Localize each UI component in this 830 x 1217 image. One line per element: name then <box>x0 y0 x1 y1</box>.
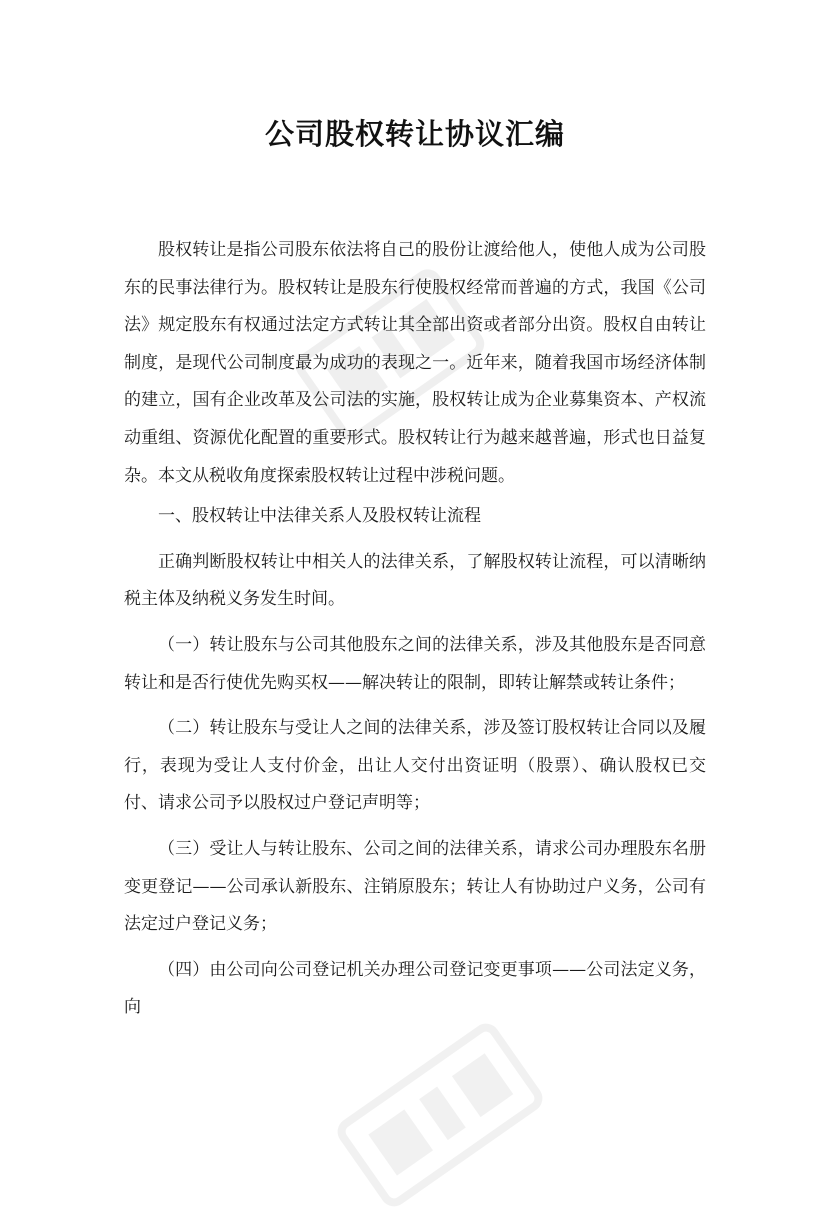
paragraph-item-3: （三）受让人与转让股东、公司之间的法律关系，请求公司办理股东名册变更登记——公司承认新股东、注销原股东；转让人有协助过户义务，公司有法定过户登记义务； <box>124 838 706 935</box>
document-title: 公司股权转让协议汇编 <box>264 117 565 151</box>
watermark-logo-bottom <box>327 1013 554 1217</box>
document-body <box>124 232 706 1035</box>
section-heading-1: 一、股权转让中法律关系人及股权转让流程 <box>158 506 481 527</box>
paragraph-intro: 股权转让是指公司股东依法将自己的股份让渡给他人，使他人成为公司股东的民事法律行为。股权转让是股东行使股权经常而普遍的方式，我国《公司法》规定股东有权通过法定方式转让其全部出资或者部分出资。股权自由转让制度，是现代公司制度最为成功的表现之一。近年来，随着我国市场经济体制的建立，国有企业改革及公司法的实施，股权转让成为企业募集资本、产权流动重组、资源优化配置的重要形式。股权转让行为越来越普遍，形式也日益复杂。本文从税收角度探索股权转让过程中涉税问题。 <box>124 240 706 486</box>
paragraph-item-4: （四）由公司向公司登记机关办理公司登记变更事项——公司法定义务，向 <box>124 959 706 1018</box>
paragraph-item-1: （一）转让股东与公司其他股东之间的法律关系，涉及其他股东是否同意转让和是否行使优先购买权——解决转让的限制，即转让解禁或转让条件； <box>124 634 706 693</box>
paragraph-item-2: （二）转让股东与受让人之间的法律关系，涉及签订股权转让合同以及履行，表现为受让人支付价金，出让人交付出资证明（股票）、确认股权已交付、请求公司予以股权过户登记声明等； <box>124 718 706 814</box>
paragraph-section-1-intro: 正确判断股权转让中相关人的法律关系，了解股权转让流程，可以清晰纳税主体及纳税义务发生时间。 <box>124 551 706 610</box>
